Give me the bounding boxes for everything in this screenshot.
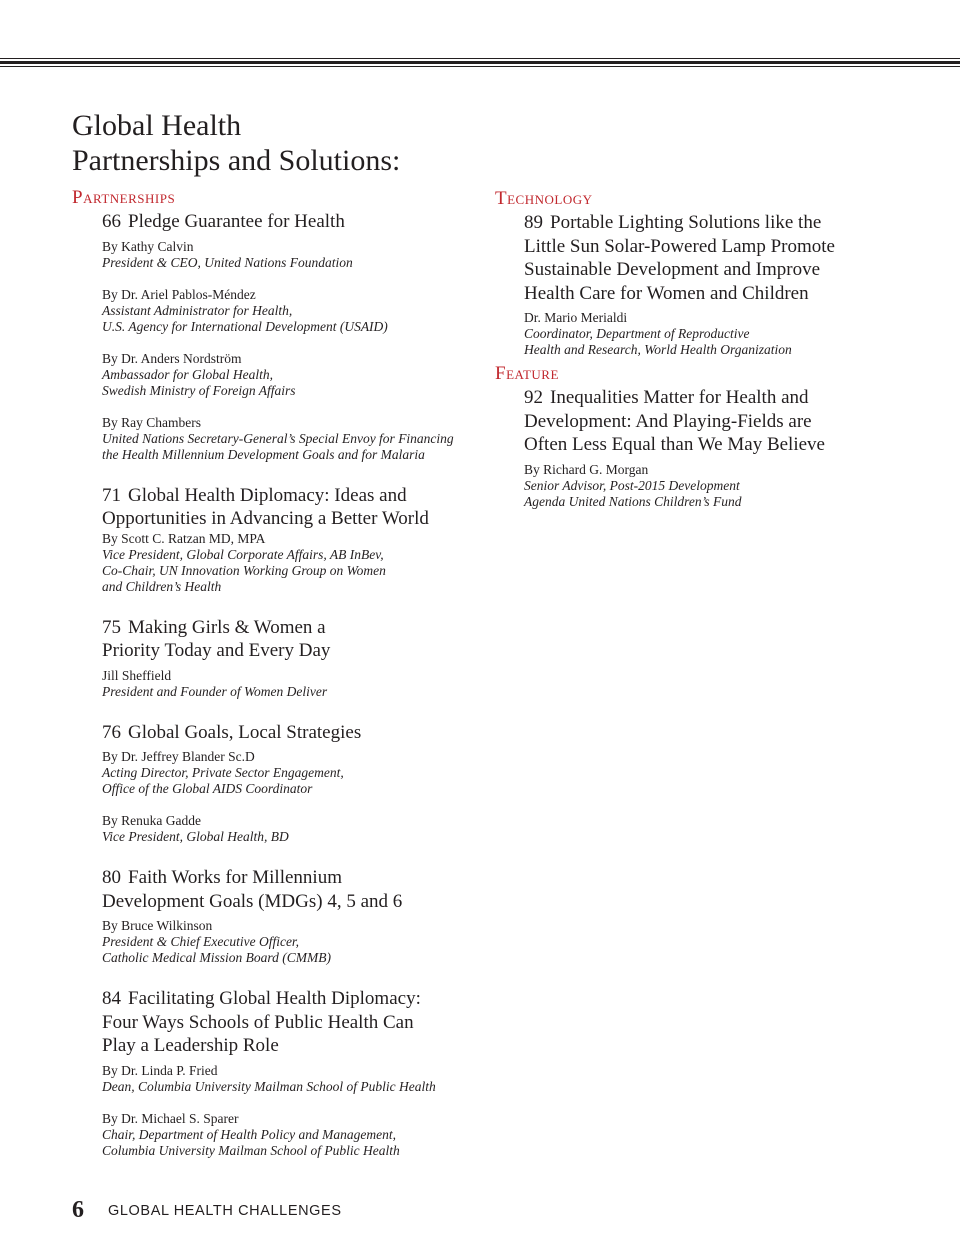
author-affiliation: Vice President, Global Corporate Affairs, AB InBev, Co-Chair, UN Innovation Working Group on Women and Children’s Health (102, 546, 386, 594)
page-number: 89 (524, 212, 543, 233)
section-heading-technology: Technology (495, 188, 593, 209)
author-name: By Ray Chambers (102, 414, 201, 430)
header-rule-thick (0, 61, 960, 64)
author-name: Jill Sheffield (102, 667, 172, 683)
page-title-line-1: Global Health (72, 109, 242, 142)
page-number: 84 (102, 988, 121, 1009)
page-number: 76 (102, 721, 121, 743)
author-affiliation: Senior Advisor, Post-2015 Development Agenda United Nations Children’s Fund (524, 477, 742, 509)
entry-title-text: Development: And Playing-Fields are (524, 410, 812, 432)
author-affiliation: Coordinator, Department of Reproductive Health and Research, World Health Organization (524, 326, 792, 357)
entry-title-text: Priority Today and Every Day (102, 640, 331, 661)
entry-title-text: Facilitating Global Health Diplomacy: (128, 988, 421, 1009)
author-block (102, 531, 492, 595)
entry-title-text: Little Sun Solar-Powered Lamp Promote (524, 235, 835, 257)
author-affiliation: Ambassador for Global Health, Swedish Ministry of Foreign Affairs (102, 366, 296, 398)
entry-title-text: Global Goals, Local Strategies (128, 721, 362, 743)
entry-title (524, 211, 895, 305)
entry-title-text: Pledge Guarantee for Health (128, 211, 345, 232)
entry-title-text: Making Girls & Women a (128, 616, 326, 638)
author-block (102, 1111, 492, 1159)
toc-entry-75[interactable] (102, 616, 492, 700)
author-block (102, 287, 492, 335)
toc-entry-84[interactable] (102, 987, 492, 1159)
author-name: By Dr. Michael S. Sparer (102, 1110, 239, 1126)
entry-title-text: Faith Works for Millennium (128, 867, 342, 888)
author-name: By Dr. Anders Nordström (102, 350, 242, 366)
page-number: 75 (102, 616, 121, 638)
page-number: 92 (524, 387, 543, 408)
footer-publication-label: GLOBAL HEALTH CHALLENGES (108, 1203, 342, 1219)
entry-title-text: Often Less Equal than We May Believe (524, 434, 825, 455)
entry-title (524, 386, 895, 457)
author-block (102, 749, 492, 797)
footer-page-number: 6 (72, 1197, 84, 1223)
toc-entry-92[interactable] (524, 386, 895, 510)
author-name: By Bruce Wilkinson (102, 918, 213, 933)
author-name: By Richard G. Morgan (524, 461, 649, 477)
entry-title-text: Global Health Diplomacy: Ideas and (128, 484, 407, 506)
author-block (102, 813, 492, 845)
author-name: By Dr. Jeffrey Blander Sc.D (102, 749, 255, 764)
page-number: 71 (102, 484, 121, 506)
author-block (102, 415, 492, 463)
entry-title-text: Inequalities Matter for Health and (550, 387, 809, 408)
author-affiliation: Chair, Department of Health Policy and Management, Columbia University Mailman School of Public Health (102, 1126, 400, 1158)
entry-title (102, 987, 492, 1058)
entry-title-text: Health Care for Women and Children (524, 282, 809, 304)
author-affiliation: Vice President, Global Health, BD (102, 829, 289, 844)
author-block (102, 918, 492, 966)
entry-title (102, 866, 492, 913)
section-heading-partnerships: Partnerships (72, 187, 176, 208)
entry-title-text: Play a Leadership Role (102, 1035, 279, 1056)
toc-entry-89[interactable] (524, 211, 895, 358)
section-heading-feature: Feature (495, 363, 559, 384)
author-block (524, 462, 895, 510)
toc-entry-66[interactable] (102, 210, 492, 463)
author-name: By Kathy Calvin (102, 238, 194, 254)
entry-title (102, 484, 492, 531)
author-name: By Dr. Ariel Pablos-Méndez (102, 286, 256, 302)
page-number: 66 (102, 211, 121, 232)
author-affiliation: Dean, Columbia University Mailman School of Public Health (102, 1078, 436, 1094)
author-affiliation: Acting Director, Private Sector Engagement, Office of the Global AIDS Coordinator (102, 765, 344, 796)
author-name: By Scott C. Ratzan MD, MPA (102, 530, 266, 546)
left-column (72, 188, 492, 1159)
author-affiliation: President & CEO, United Nations Foundation (102, 254, 353, 270)
entry-title (102, 721, 492, 745)
header-rule-bottom (0, 66, 960, 67)
page-number: 80 (102, 867, 121, 888)
author-block (524, 310, 895, 358)
entry-title-text: Opportunities in Advancing a Better World (102, 508, 429, 529)
header-rule-top (0, 58, 960, 59)
toc-entry-76[interactable] (102, 721, 492, 846)
entry-title-text: Four Ways Schools of Public Health Can (102, 1011, 414, 1033)
entry-title (102, 210, 492, 234)
author-block (102, 351, 492, 399)
right-column (495, 189, 895, 510)
author-affiliation: United Nations Secretary-General’s Special Envoy for Financing the Health Millennium Development Goals and for Malaria (102, 430, 454, 462)
toc-entry-71[interactable] (102, 484, 492, 595)
entry-title (102, 616, 492, 663)
entry-title-text: Development Goals (MDGs) 4, 5 and 6 (102, 890, 403, 912)
author-block (102, 239, 492, 271)
author-name: Dr. Mario Merialdi (524, 310, 628, 325)
author-block (102, 668, 492, 700)
author-name: By Renuka Gadde (102, 813, 201, 828)
author-affiliation: Assistant Administrator for Health, U.S. Agency for International Development (USAID) (102, 302, 388, 334)
entry-title-text: Portable Lighting Solutions like the (550, 212, 822, 233)
entry-title-text: Sustainable Development and Improve (524, 259, 821, 280)
author-affiliation: President & Chief Executive Officer, Catholic Medical Mission Board (CMMB) (102, 934, 331, 965)
author-affiliation: President and Founder of Women Deliver (102, 683, 328, 699)
author-name: By Dr. Linda P. Fried (102, 1062, 218, 1078)
page-title-line-2: Partnerships and Solutions: (72, 144, 401, 177)
toc-entry-80[interactable] (102, 866, 492, 966)
page-title (72, 108, 400, 178)
author-block (102, 1063, 492, 1095)
